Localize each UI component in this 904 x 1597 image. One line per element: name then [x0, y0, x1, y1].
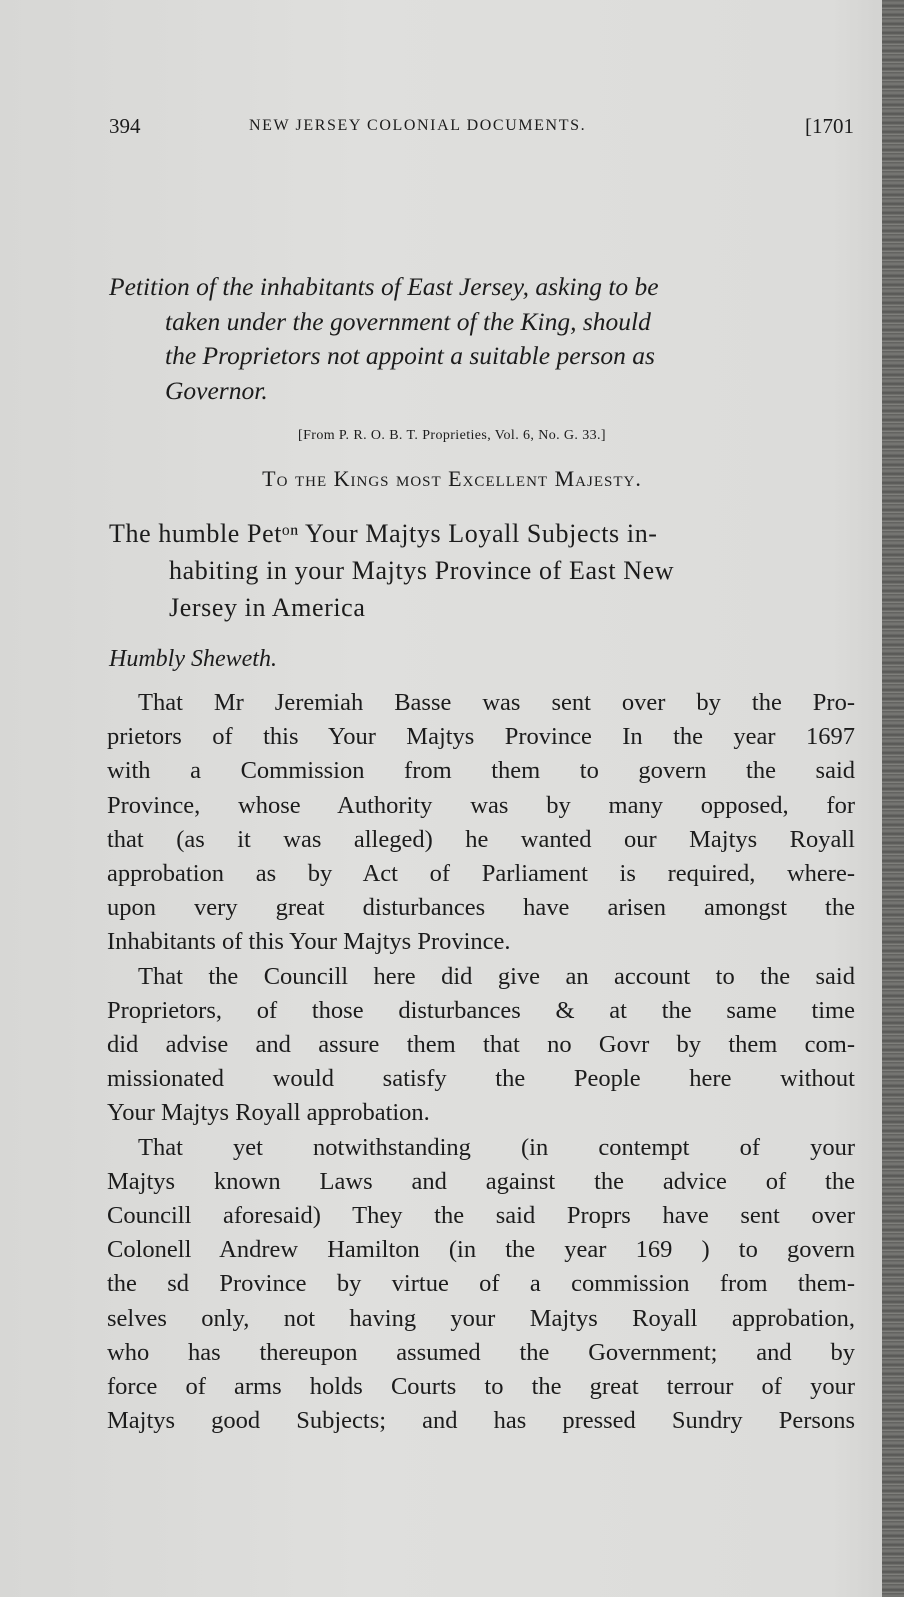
text-line: That the Councill here did give an account to the said — [138, 962, 855, 990]
text-line: Inhabitants of this Your Majtys Province. — [107, 928, 511, 956]
petition-heading-line: habiting in your Majtys Province of East New — [169, 556, 675, 585]
petition-heading-line: The humble Petᵒⁿ Your Majtys Loyall Subjects in- — [109, 519, 658, 548]
text-line: approbation as by Act of Parliament is required, where- — [107, 860, 855, 888]
title-line: taken under the government of the King, should — [165, 306, 651, 336]
paragraph — [107, 1131, 855, 1439]
text-line: Majtys good Subjects; and has pressed Sundry Persons — [107, 1407, 855, 1435]
text-line: Proprietors, of those disturbances & at the same time — [107, 996, 855, 1024]
text-line: with a Commission from them to govern the said — [107, 757, 855, 785]
address-line: To the Kings most Excellent Majesty. — [262, 466, 642, 491]
text-line: did advise and assure them that no Govr by them com- — [107, 1031, 855, 1059]
title-line: the Proprietors not appoint a suitable person as — [165, 341, 655, 370]
text-line: That Mr Jeremiah Basse was sent over by the Pro- — [138, 689, 855, 716]
document-title — [109, 270, 854, 408]
text-line: that (as it was alleged) he wanted our Majtys Royall — [107, 825, 855, 853]
body-text — [107, 686, 855, 1438]
page-header — [109, 114, 854, 146]
text-line: Councill aforesaid) They the said Proprs have sent over — [107, 1202, 855, 1230]
petition-heading-line: Jersey in America — [169, 593, 366, 622]
source-citation: [From P. R. O. B. T. Proprieties, Vol. 6, No. G. 33.] — [298, 428, 606, 443]
text-line: the sd Province by virtue of a commission from them- — [107, 1270, 855, 1298]
petition-heading — [109, 515, 854, 626]
text-line: selves only, not having your Majtys Royall approbation, — [107, 1304, 855, 1332]
text-line: Your Majtys Royall approbation. — [107, 1099, 430, 1127]
year-marker: [1701 — [805, 114, 854, 138]
paragraph — [107, 686, 855, 960]
text-line: That yet notwithstanding (in contempt of your — [138, 1133, 855, 1161]
text-line: prietors of this Your Majtys Province In the year 1697 — [107, 723, 855, 751]
paragraph — [107, 960, 855, 1131]
text-line: Colonell Andrew Hamilton (in the year 169 ) to govern — [107, 1236, 855, 1264]
text-line: missionated would satisfy the People here without — [107, 1065, 855, 1093]
text-line: force of arms holds Courts to the great terrour of your — [107, 1373, 855, 1401]
title-line: Governor. — [165, 375, 268, 405]
text-line: Majtys known Laws and against the advice of the — [107, 1167, 855, 1195]
salutation: Humbly Sheweth. — [109, 646, 277, 672]
running-title: NEW JERSEY COLONIAL DOCUMENTS. — [249, 117, 587, 134]
text-line: who has thereupon assumed the Government; and by — [107, 1338, 855, 1366]
page-edge — [882, 0, 904, 1597]
title-line: Petition of the inhabitants of East Jersey, asking to be — [109, 272, 659, 301]
page-number: 394 — [109, 114, 141, 138]
text-line: Province, whose Authority was by many opposed, for — [107, 791, 855, 819]
text-line: upon very great disturbances have arisen amongst the — [107, 894, 855, 922]
